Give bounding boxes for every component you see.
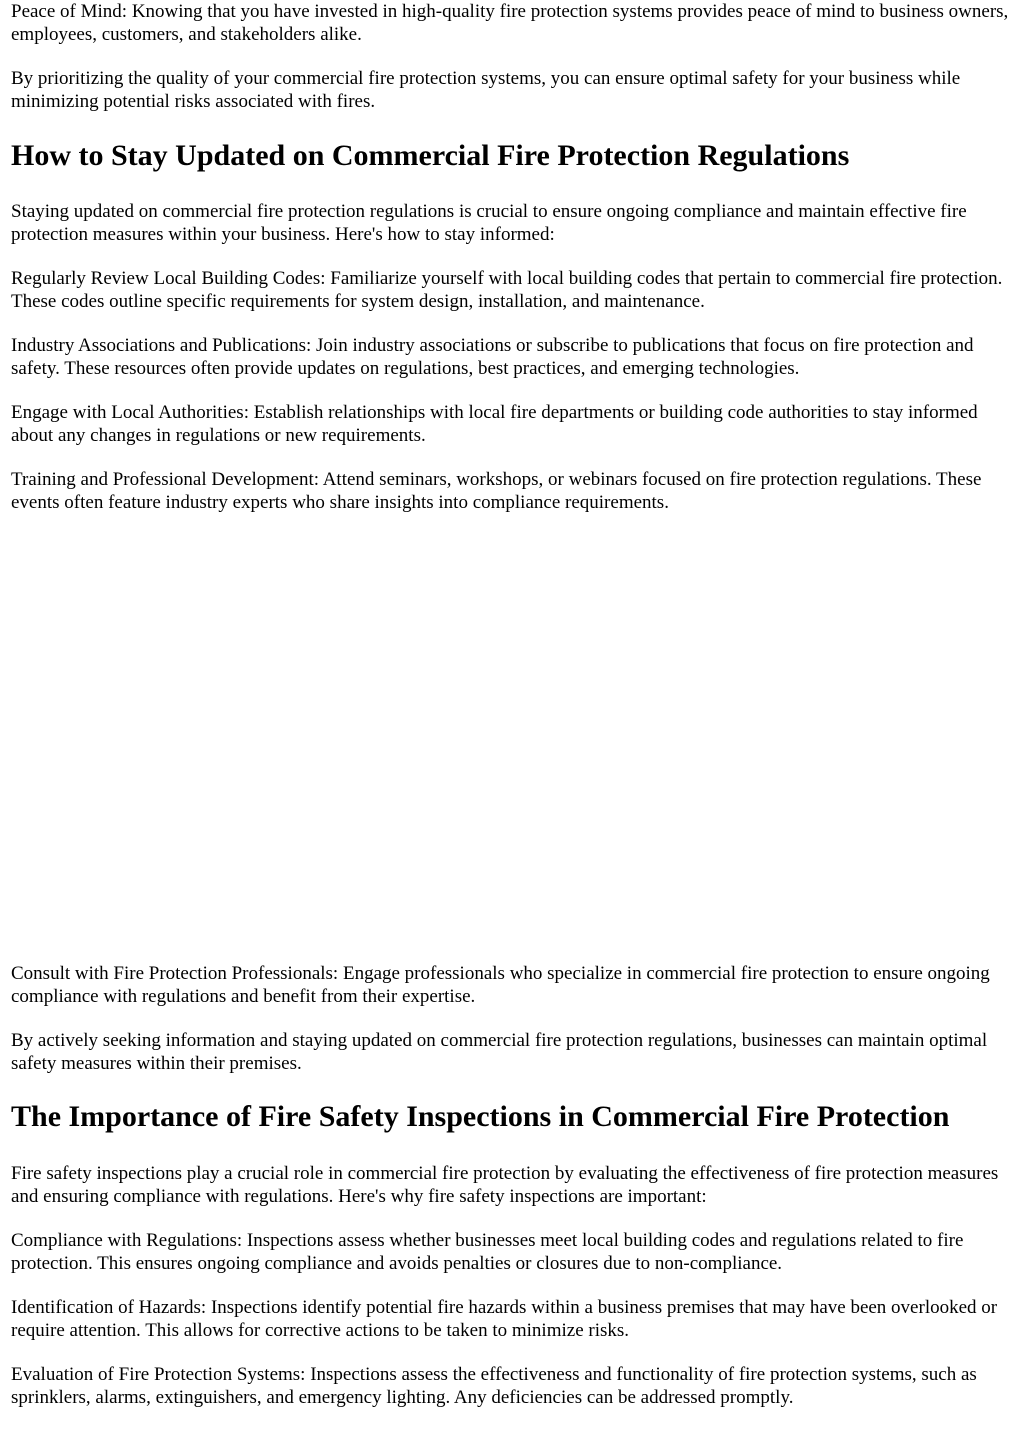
list-item-industry-associations: Industry Associations and Publications: Join industry associations or subscribe to publications that focus on fire protection and safety. These resources often provide updates on regulations, best practices, and emerging technologies. xyxy=(11,335,974,379)
paragraph-stay-updated-conclusion: By actively seeking information and staying updated on commercial fire protection regulations, businesses can maintain optimal safety measures within their premises. xyxy=(11,1030,988,1074)
heading-stay-updated: How to Stay Updated on Commercial Fire Protection Regulations xyxy=(11,139,850,172)
list-item-consult-professionals: Consult with Fire Protection Professionals: Engage professionals who specialize in commercial fire protection to ensure ongoing compliance with regulations and benefit from their expertise. xyxy=(11,963,990,1007)
paragraph-peace-of-mind: Peace of Mind: Knowing that you have invested in high-quality fire protection systems provides peace of mind to business owners, employees, customers, and stakeholders alike. xyxy=(11,1,1009,45)
paragraph-stay-updated-intro: Staying updated on commercial fire protection regulations is crucial to ensure ongoing compliance and maintain effective fire protection measures within your business. Here's how to stay informed: xyxy=(11,201,967,245)
list-item-hazards: Identification of Hazards: Inspections identify potential fire hazards within a business premises that may have been overlooked or require attention. This allows for corrective actions to be taken to minimize risks. xyxy=(11,1297,998,1341)
list-item-compliance: Compliance with Regulations: Inspections assess whether businesses meet local building codes and regulations related to fire protection. This ensures ongoing compliance and avoids penalties or closures due to non-compliance. xyxy=(11,1230,964,1274)
list-item-local-authorities: Engage with Local Authorities: Establish relationships with local fire departments or building code authorities to stay informed about any changes in regulations or new requirements. xyxy=(11,402,978,446)
list-item-building-codes: Regularly Review Local Building Codes: Familiarize yourself with local building codes that pertain to commercial fire protection. These codes outline specific requirements for system design, installation, and maintenance. xyxy=(11,268,1003,312)
list-item-system-evaluation: Evaluation of Fire Protection Systems: Inspections assess the effectiveness and functionality of fire protection systems, such as sprinklers, alarms, extinguishers, and emergency lighting. Any deficiencies can be addressed promptly. xyxy=(11,1364,977,1408)
paragraph-prioritizing-quality: By prioritizing the quality of your commercial fire protection systems, you can ensure optimal safety for your business while minimizing potential risks associated with fires. xyxy=(11,68,961,112)
list-item-training: Training and Professional Development: Attend seminars, workshops, or webinars focused on fire protection regulations. These events often feature industry experts who share insights into compliance requirements. xyxy=(11,469,982,513)
heading-inspections-importance: The Importance of Fire Safety Inspections in Commercial Fire Protection xyxy=(11,1100,950,1133)
paragraph-inspections-intro: Fire safety inspections play a crucial role in commercial fire protection by evaluating the effectiveness of fire protection measures and ensuring compliance with regulations. Here's why fire safety inspections are important: xyxy=(11,1163,999,1207)
